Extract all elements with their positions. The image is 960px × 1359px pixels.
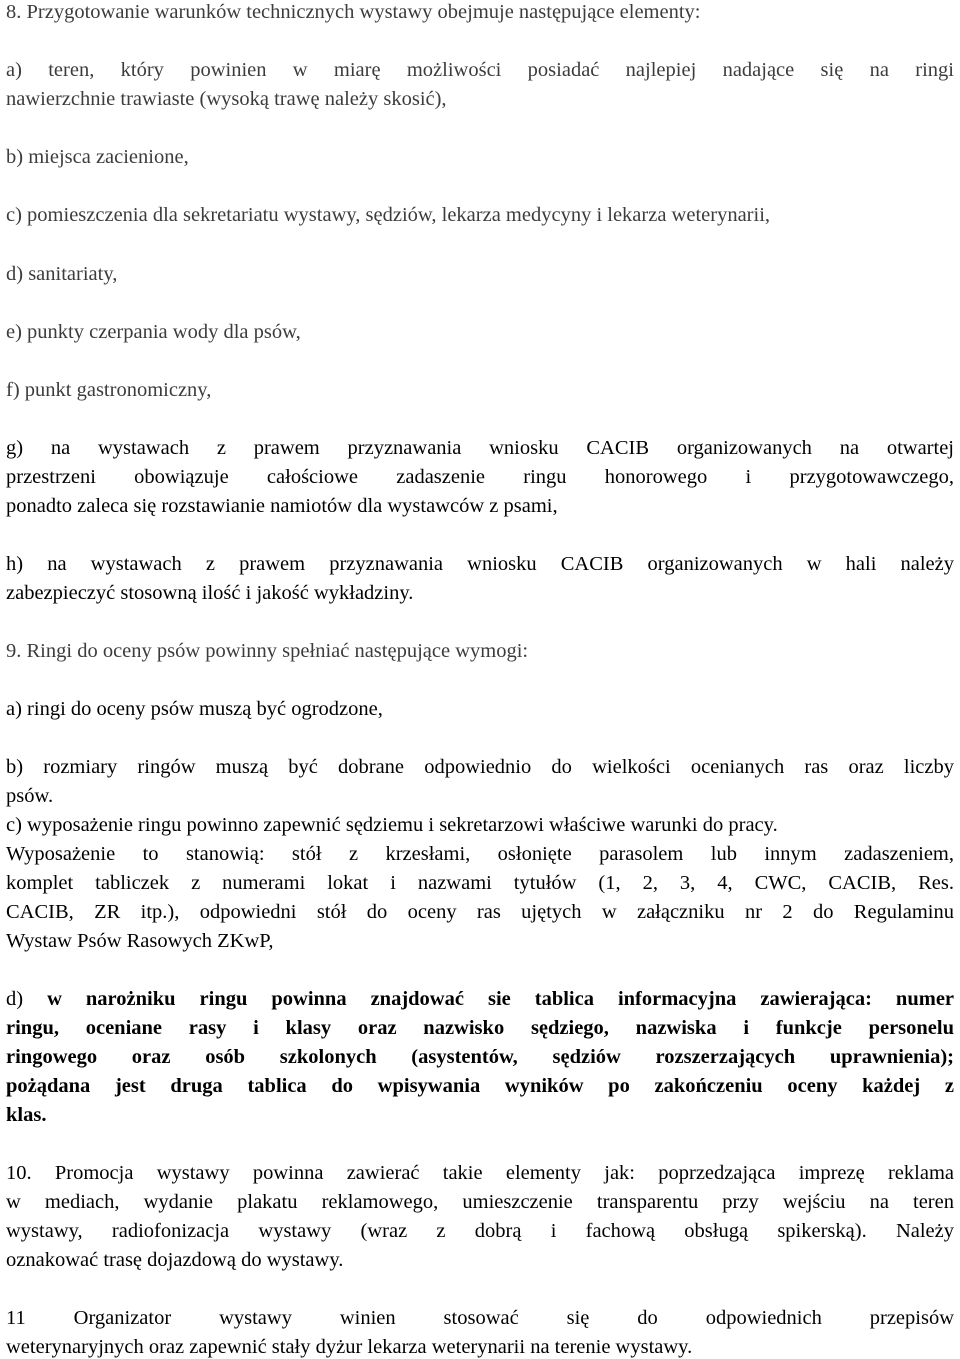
- item-c: c) pomieszczenia dla sekretariatu wystawy, sędziów, lekarza medycyny i lekarza weterynarii,: [6, 204, 771, 226]
- section-11-line-1: 11 Organizator wystawy winien stosować się do odpowiednich przepisów: [6, 1307, 954, 1329]
- ring-item-d-line-4: pożądana jest druga tablica do wpisywania wyników po zakończeniu oceny każdej z: [6, 1075, 954, 1097]
- ring-item-c-line-4: CACIB, ZR itp.), odpowiedni stół do oceny ras ujętych w załączniku nr 2 do Regulaminu: [6, 901, 954, 923]
- item-e: e) punkty czerpania wody dla psów,: [6, 321, 301, 343]
- section-9-heading: 9. Ringi do oceny psów powinny spełniać następujące wymogi:: [6, 640, 529, 662]
- section-10-line-3: wystawy, radiofonizacja wystawy (wraz z dobrą i fachową obsługą spikerską). Należy: [6, 1220, 954, 1242]
- ring-item-d-line-1: [6, 987, 954, 1011]
- ring-item-d-line-2: ringu, oceniane rasy i klasy oraz nazwisko sędziego, nazwiska i funkcje personelu: [6, 1017, 954, 1039]
- section-10-line-4: oznakować trasę dojazdową do wystawy.: [6, 1249, 344, 1271]
- ring-item-d-bold-text: w narożniku ringu powinna znajdować sie tablica informacyjna zawierająca: numer: [47, 988, 954, 1010]
- section-11-line-2: weterynaryjnych oraz zapewnić stały dyżur lekarza weterynarii na terenie wystawy.: [6, 1336, 693, 1358]
- ring-item-c-line-3: komplet tabliczek z numerami lokat i nazwami tytułów (1, 2, 3, 4, CWC, CACIB, Res.: [6, 872, 954, 894]
- item-g-line-1: g) na wystawach z prawem przyznawania wniosku CACIB organizowanych na otwartej: [6, 437, 954, 459]
- section-8-heading: 8. Przygotowanie warunków technicznych wystawy obejmuje następujące elementy:: [6, 1, 701, 23]
- item-g-line-2: przestrzeni obowiązuje całościowe zadaszenie ringu honorowego i przygotowawczego,: [6, 466, 954, 488]
- ring-item-d-prefix: d): [6, 988, 48, 1010]
- ring-item-d-line-5: klas.: [6, 1104, 47, 1126]
- ring-item-b-line-2: psów.: [6, 785, 54, 807]
- item-d: d) sanitariaty,: [6, 263, 118, 285]
- ring-item-a: a) ringi do oceny psów muszą być ogrodzone,: [6, 698, 383, 720]
- item-h-line-2: zabezpieczyć stosowną ilość i jakość wykładziny.: [6, 582, 414, 604]
- item-f: f) punkt gastronomiczny,: [6, 379, 212, 401]
- section-10-line-1: 10. Promocja wystawy powinna zawierać takie elementy jak: poprzedzająca imprezę reklama: [6, 1162, 954, 1184]
- ring-item-c-line-5: Wystaw Psów Rasowych ZKwP,: [6, 930, 274, 952]
- item-h-line-1: h) na wystawach z prawem przyznawania wniosku CACIB organizowanych w hali należy: [6, 553, 954, 575]
- section-10-line-2: w mediach, wydanie plakatu reklamowego, umieszczenie transparentu przy wejściu na teren: [6, 1191, 954, 1213]
- item-a-line-2: nawierzchnie trawiaste (wysoką trawę należy skosić),: [6, 88, 447, 110]
- ring-item-d-line-3: ringowego oraz osób szkolonych (asystentów, sędziów rozszerzających uprawnienia);: [6, 1046, 954, 1068]
- item-g-line-3: ponadto zaleca się rozstawianie namiotów dla wystawców z psami,: [6, 495, 558, 517]
- ring-item-b-line-1: b) rozmiary ringów muszą być dobrane odpowiednio do wielkości ocenianych ras oraz liczby: [6, 756, 954, 778]
- item-a-line-1: a) teren, który powinien w miarę możliwości posiadać najlepiej nadające się na ringi: [6, 59, 954, 81]
- item-b: b) miejsca zacienione,: [6, 146, 189, 168]
- ring-item-c-line-2: Wyposażenie to stanowią: stół z krzesłami, osłonięte parasolem lub innym zadaszeniem,: [6, 843, 954, 865]
- ring-item-c-line-1: c) wyposażenie ringu powinno zapewnić sędziemu i sekretarzowi właściwe warunki do pracy.: [6, 814, 778, 836]
